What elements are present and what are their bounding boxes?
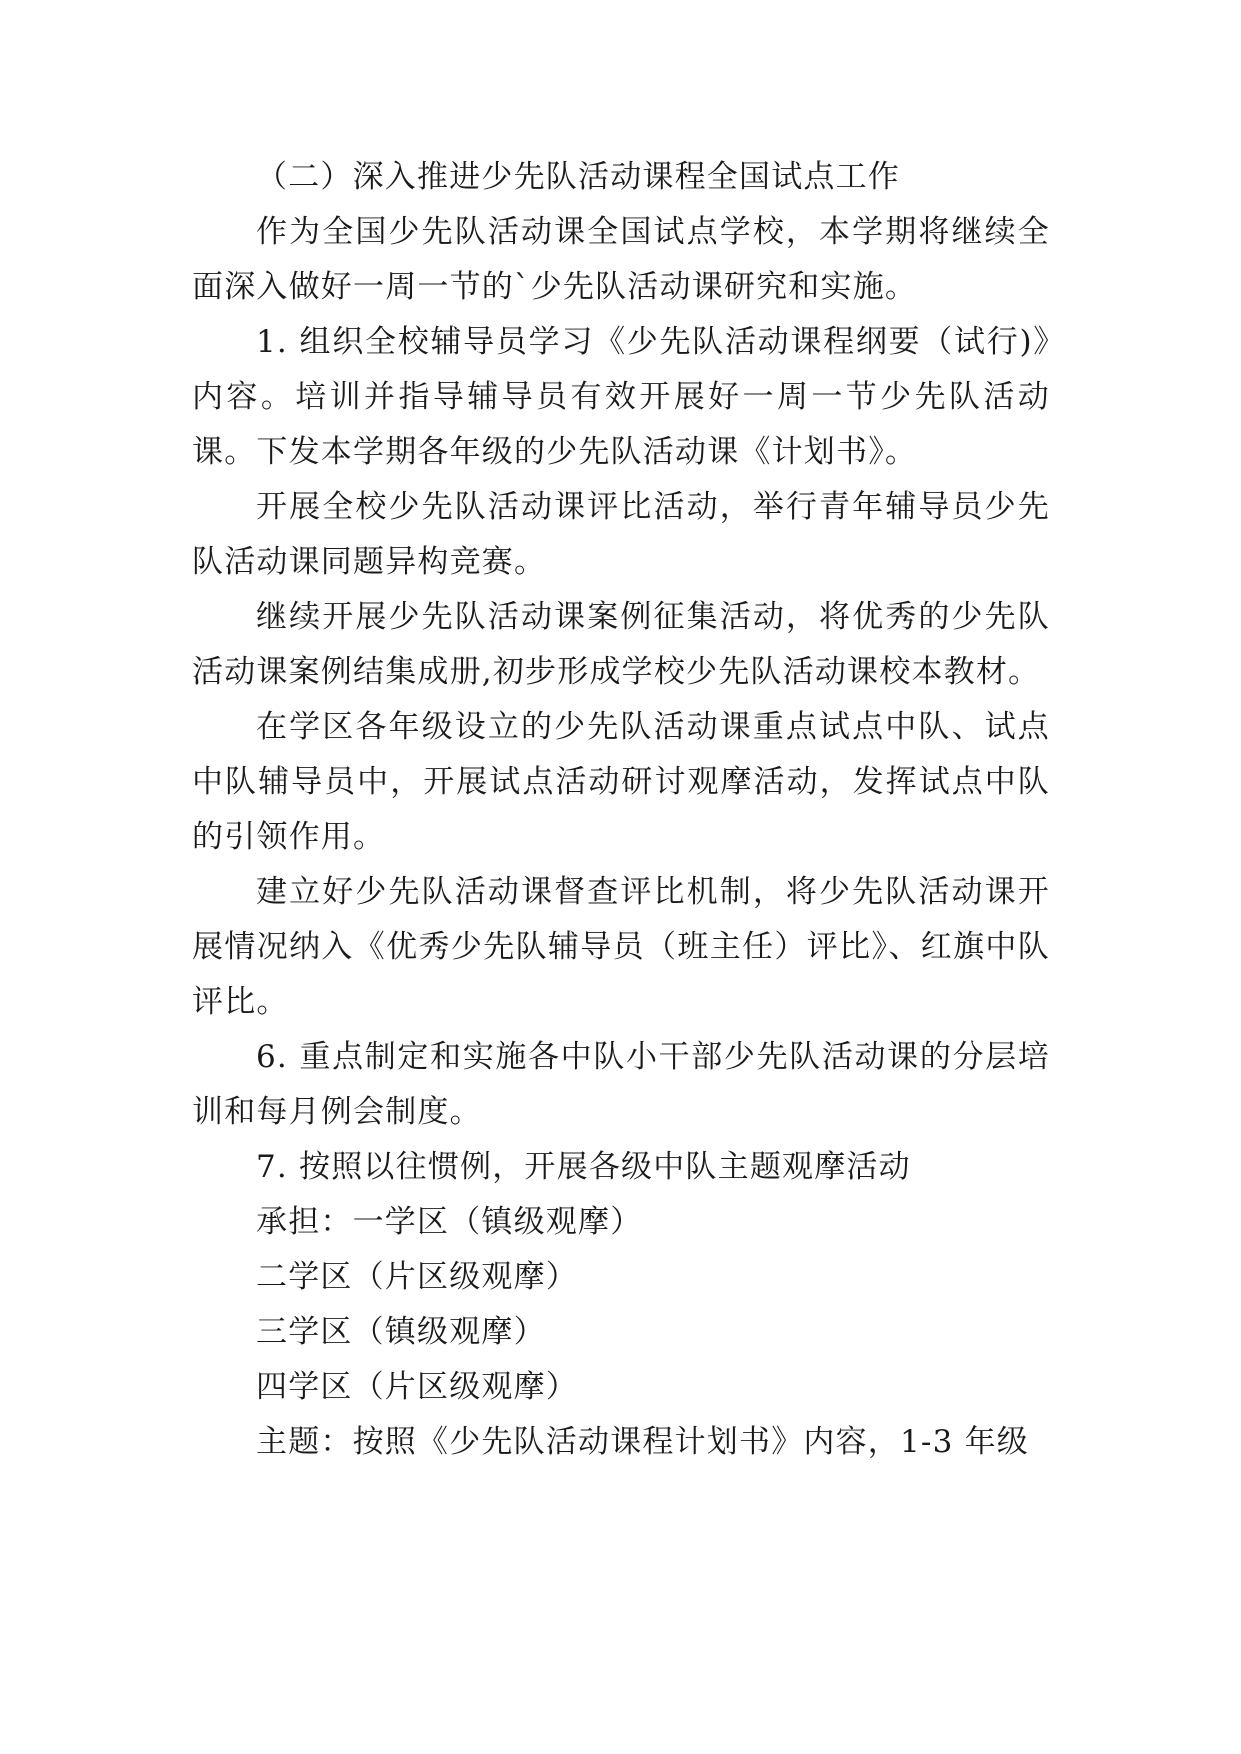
document-body	[192, 150, 1050, 1470]
assignment-line-3: 三学区（镇级观摩）	[256, 1314, 546, 1350]
theme-line: 主题：按照《少先队活动课程计划书》内容，1-3 年级	[256, 1424, 1029, 1460]
assignment-line-4: 四学区（片区级观摩）	[256, 1369, 578, 1405]
paragraph-intro: 作为全国少先队活动课全国试点学校，本学期将继续全面深入做好一周一节的`少先队活动课研究和实施。	[192, 214, 1050, 305]
paragraph-item-5: 建立好少先队活动课督查评比机制，将少先队活动课开展情况纳入《优秀少先队辅导员（班主任）评比》、红旗中队评比。	[192, 874, 1050, 1020]
paragraph-item-6: 6. 重点制定和实施各中队小干部少先队活动课的分层培训和每月例会制度。	[192, 1039, 1050, 1130]
assignment-line-2: 二学区（片区级观摩）	[256, 1259, 578, 1295]
paragraph-item-7: 7. 按照以往惯例，开展各级中队主题观摩活动	[256, 1149, 911, 1185]
paragraph-item-2: 开展全校少先队活动课评比活动，举行青年辅导员少先队活动课同题异构竞赛。	[192, 489, 1050, 580]
paragraph-item-3: 继续开展少先队活动课案例征集活动，将优秀的少先队活动课案例结集成册,初步形成学校少先队活动课校本教材。	[192, 599, 1050, 690]
assignment-line-1: 承担：一学区（镇级观摩）	[256, 1204, 643, 1240]
paragraph-item-4: 在学区各年级设立的少先队活动课重点试点中队、试点中队辅导员中，开展试点活动研讨观摩活动，发挥试点中队的引领作用。	[192, 709, 1050, 855]
paragraph-item-1: 1. 组织全校辅导员学习《少先队活动课程纲要（试行)》内容。培训并指导辅导员有效开展好一周一节少先队活动课。下发本学期各年级的少先队活动课《计划书》。	[192, 324, 1050, 470]
section-heading: （二）深入推进少先队活动课程全国试点工作	[256, 159, 900, 195]
